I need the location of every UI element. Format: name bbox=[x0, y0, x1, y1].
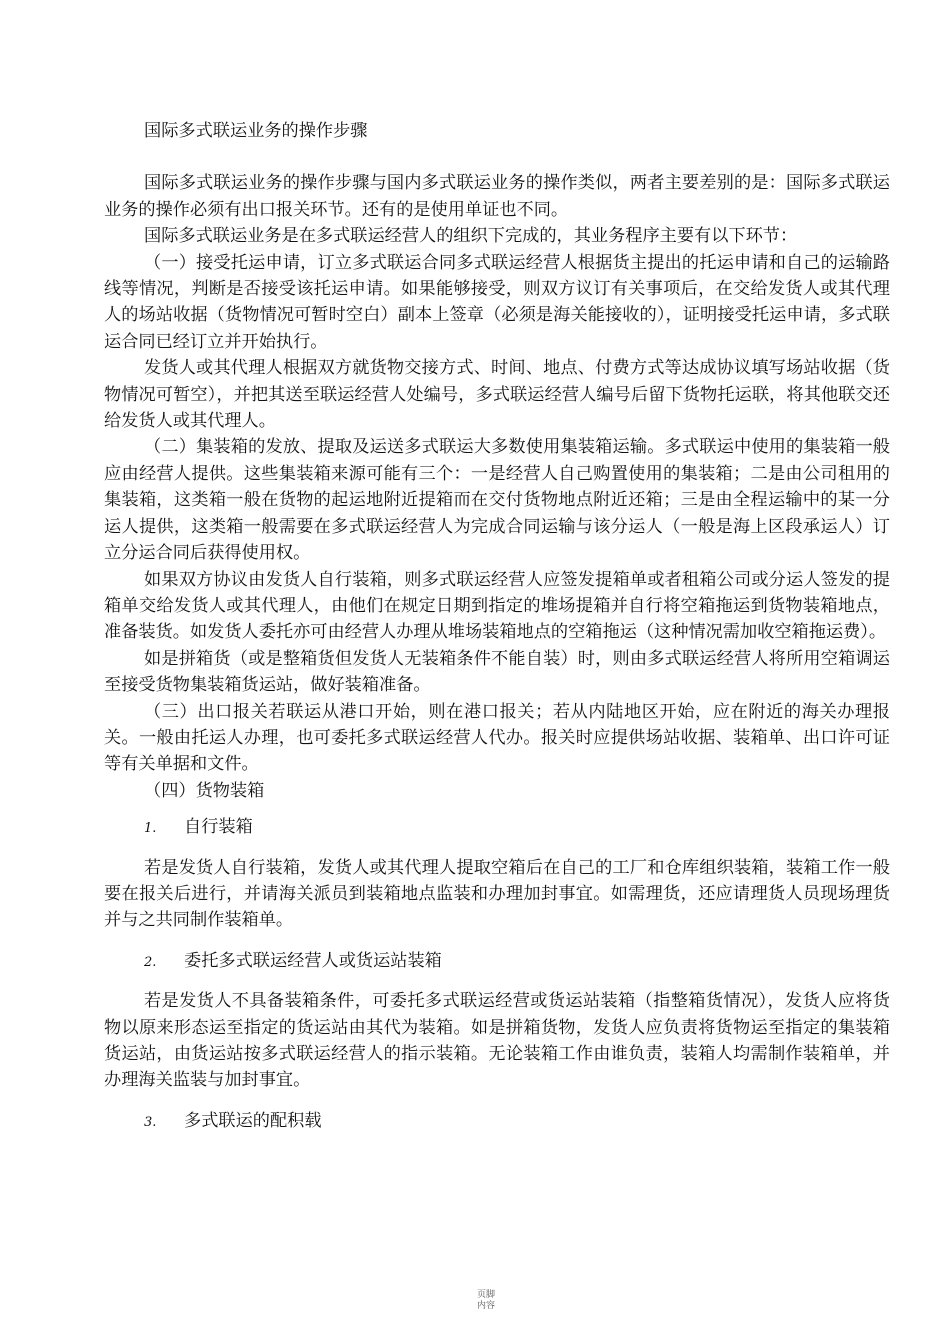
paragraph: （三）出口报关若联运从港口开始，则在港口报关；若从内陆地区开始，应在附近的海关办理报关。一般由托运人办理，也可委托多式联运经营人代办。报关时应提供场站收据、装箱单、出口许可证等有关单据和文件。 bbox=[104, 701, 890, 775]
paragraph: 如果双方协议由发货人自行装箱，则多式联运经营人应签发提箱单或者租箱公司或分运人签发的提箱单交给发货人或其代理人，由他们在规定日期到指定的堆场提箱并自行将空箱拖运到货物装箱地点，准备装货。如发货人委托亦可由经营人办理从堆场装箱地点的空箱拖运（这种情况需加收空箱拖运费）。 bbox=[104, 569, 890, 643]
paragraph: 发货人或其代理人根据双方就货物交接方式、时间、地点、付费方式等达成协议填写场站收据（货物情况可暂空），并把其送至联运经营人处编号，多式联运经营人编号后留下货物托运联，将其他联交还给发货人或其代理人。 bbox=[104, 358, 890, 432]
list-heading: 委托多式联运经营人或货运站装箱 bbox=[184, 950, 442, 971]
list-heading: 自行装箱 bbox=[184, 817, 253, 838]
paragraph: 如是拼箱货（或是整箱货但发货人无装箱条件不能自装）时，则由多式联运经营人将所用空箱调运至接受货物集装箱货运站，做好装箱准备。 bbox=[104, 648, 890, 696]
numbered-heading bbox=[144, 814, 890, 842]
paragraph: （一）接受托运申请，订立多式联运合同多式联运经营人根据货主提出的托运申请和自己的运输路线等情况，判断是否接受该托运申请。如果能够接受，则双方议订有关事项后，在交给发货人或其代理人的场站收据（货物情况可暂时空白）副本上签章（必须是海关能接收的），证明接受托运申请，多式联运合同已经订立并开始执行。 bbox=[104, 252, 890, 352]
document-body bbox=[104, 118, 890, 1148]
paragraph: 国际多式联运业务是在多式联运经营人的组织下完成的，其业务程序主要有以下环节： bbox=[144, 226, 798, 247]
numbered-heading bbox=[144, 1108, 890, 1136]
list-number: 1. bbox=[144, 821, 157, 837]
numbered-heading bbox=[144, 948, 890, 976]
paragraph: 若是发货人不具备装箱条件，可委托多式联运经营或货运站装箱（指整箱货情况），发货人应将货物以原来形态运至指定的货运站由其代为装箱。如是拼箱货物，发货人应负责将货物运至指定的集装箱货运站，由货运站按多式联运经营人的指示装箱。无论装箱工作由谁负责，装箱人均需制作装箱单，并办理海关监装与加封事宜。 bbox=[104, 991, 890, 1091]
document-title: 国际多式联运业务的操作步骤 bbox=[144, 121, 368, 141]
paragraph: （四）货物装箱 bbox=[144, 780, 265, 801]
list-number: 2. bbox=[144, 954, 157, 970]
list-number: 3. bbox=[144, 1114, 157, 1130]
paragraph: 若是发货人自行装箱，发货人或其代理人提取空箱后在自己的工厂和仓库组织装箱，装箱工作一般要在报关后进行，并请海关派员到装箱地点监装和办理加封事宜。如需理货，还应请理货人员现场理货并与之共同制作装箱单。 bbox=[104, 857, 890, 931]
list-heading: 多式联运的配积载 bbox=[184, 1110, 322, 1131]
paragraph: 国际多式联运业务的操作步骤与国内多式联运业务的操作类似，两者主要差别的是：国际多式联运业务的操作必须有出口报关环节。还有的是使用单证也不同。 bbox=[104, 173, 890, 220]
paragraph: （二）集装箱的发放、提取及运送多式联运大多数使用集装箱运输。多式联运中使用的集装箱一般应由经营人提供。这些集装箱来源可能有三个：一是经营人自己购置使用的集装箱；二是由公司租用的集装箱，这类箱一般在货物的起运地附近提箱而在交付货物地点附近还箱；三是由全程运输中的某一分运人提供，这类箱一般需要在多式联运经营人为完成合同运输与该分运人（一般是海上区段承运人）订立分运合同后获得使用权。 bbox=[104, 437, 890, 564]
page-footer: 页脚内容 bbox=[476, 1290, 495, 1311]
